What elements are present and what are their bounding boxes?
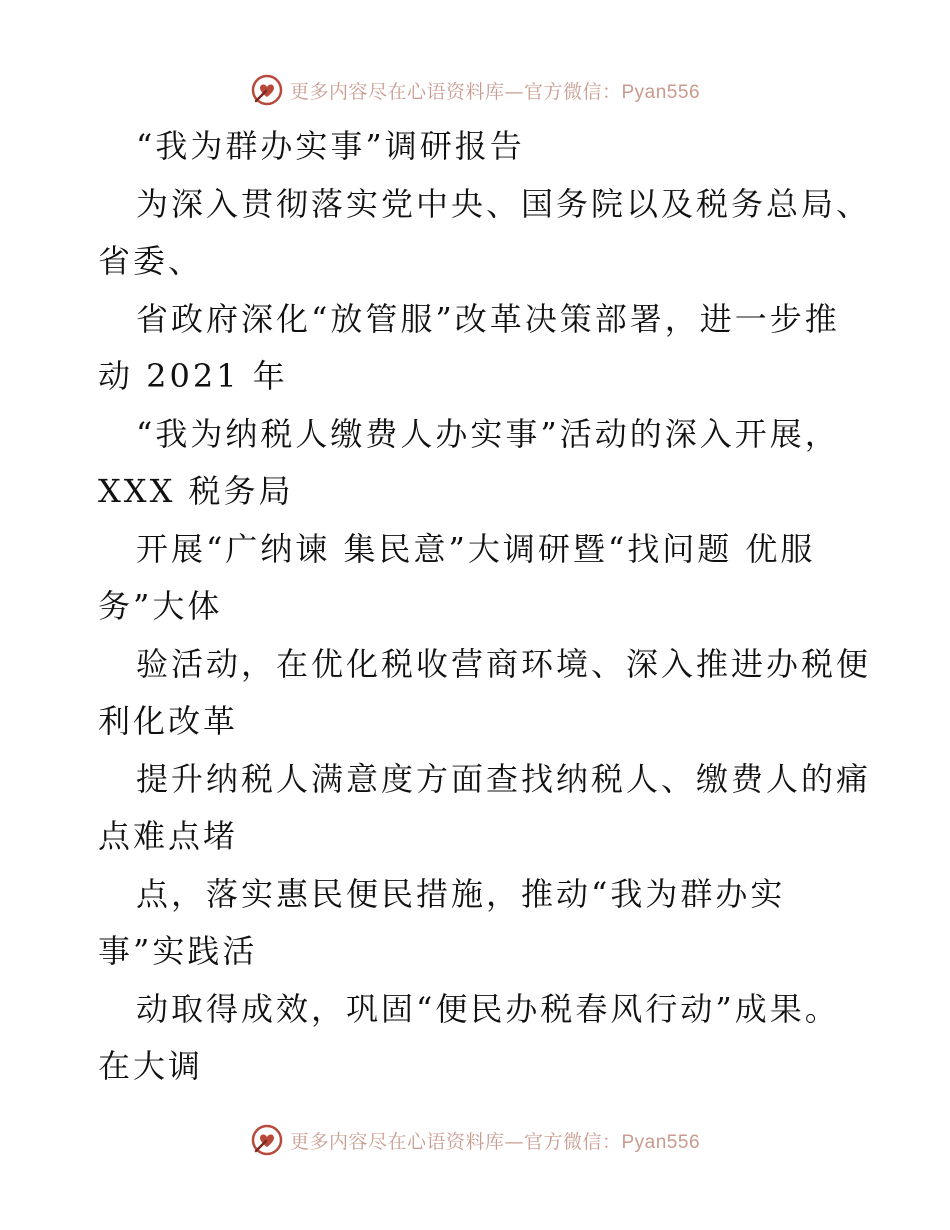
- paragraph-line: 动取得成效，巩固“便民办税春风行动”成果。: [136, 989, 840, 1028]
- paragraph-line: 验活动，在优化税收营商环境、深入推进办税便: [136, 644, 872, 683]
- watermark-handle: Pyan556: [621, 1131, 701, 1153]
- paragraph-line: “我为纳税人缴费人办实事”活动的深入开展，: [136, 414, 840, 453]
- paragraph-line: 在大调: [98, 1047, 204, 1085]
- paragraph-line: 事”实践活: [98, 932, 258, 970]
- watermark-label: 更多内容尽在心语资料库—官方微信：: [289, 80, 622, 103]
- paragraph-line: 提升纳税人满意度方面查找纳税人、缴费人的痛: [136, 759, 872, 798]
- paragraph-line: 利化改革: [98, 702, 239, 740]
- heart-pen-logo-icon: [250, 73, 284, 107]
- paragraph-line: 点难点堵: [98, 817, 239, 855]
- paragraph-line: 动 2021 年: [98, 357, 288, 395]
- document-title: “我为群办实事”调研报告: [136, 127, 525, 165]
- document-body: [98, 118, 872, 1096]
- paragraph-line: 务”大体: [98, 587, 223, 625]
- paragraph-line: 省委、: [98, 242, 204, 280]
- footer-watermark: [0, 1120, 950, 1160]
- watermark-text: [290, 77, 700, 104]
- watermark-label: 更多内容尽在心语资料库—官方微信：: [289, 1130, 622, 1153]
- paragraph-line: 为深入贯彻落实党中央、国务院以及税务总局、: [136, 184, 872, 223]
- header-watermark: [0, 70, 950, 110]
- paragraph-line: 省政府深化“放管服”改革决策部署，进一步推: [136, 299, 840, 338]
- watermark-handle: Pyan556: [621, 81, 701, 103]
- watermark-text: [290, 1127, 700, 1154]
- heart-pen-logo-icon: [250, 1123, 284, 1157]
- paragraph-line: 点，落实惠民便民措施，推动“我为群办实: [136, 874, 786, 913]
- paragraph-line: XXX 税务局: [98, 472, 294, 510]
- paragraph-line: 开展“广纳谏 集民意”大调研暨“找问题 优服: [136, 529, 816, 568]
